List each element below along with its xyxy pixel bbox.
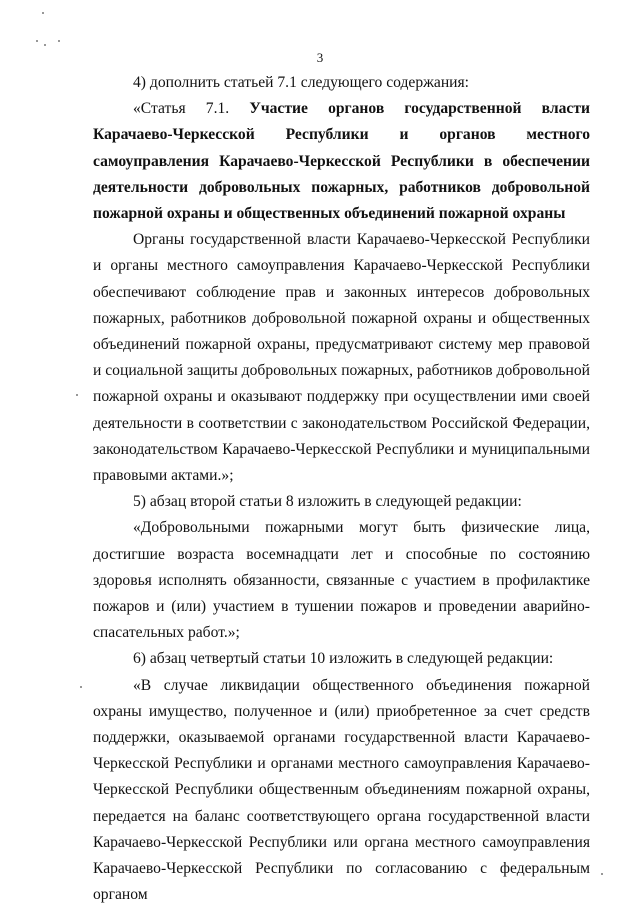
page-number: 3 <box>316 50 324 65</box>
item-5-text-paragraph: «Добровольными пожарными могут быть физические лица, достигшие возраста восемнадцати лет и способные по состоянию здоровья исполнять обязанности, связанные с участием в профилактике пожаров и (или) участием в тушении пожаров и проведении аварийно-спасательных работ.»; <box>93 519 590 642</box>
item-4-paragraph: 4) дополнить статьей 7.1 следующего содержания: <box>133 74 470 91</box>
scan-speck <box>601 873 603 875</box>
item-6-paragraph: 6) абзац четвертый статьи 10 изложить в следующей редакции: <box>133 650 554 668</box>
scan-speck <box>36 40 38 42</box>
scan-speck <box>44 44 46 46</box>
article-7-1-heading-paragraph <box>93 96 590 227</box>
scan-speck <box>58 40 60 42</box>
article-7-1-prefix: «Статья 7.1. <box>133 100 250 118</box>
item-6-text-paragraph: «В случае ликвидации общественного объединения пожарной охраны имущество, полученное и (или) приобретенное за счет средств поддержки, оказываемой органами государственной власти Карачаево-Черкесской Республики и органами местного самоуправления Карачаево-Черкесской Республики общественным объединениям пожарной охраны, передается на баланс соответствующего органа государственной власти Карачаево-Черкесской Республики или органа местного самоуправления Карачаево-Черкесской Республики по согласованию с федеральным органом <box>93 676 590 904</box>
scan-speck <box>76 394 78 396</box>
item-5-paragraph: 5) абзац второй статьи 8 изложить в следующей редакции: <box>133 493 522 511</box>
document-body <box>93 70 590 909</box>
article-7-1-title: Участие органов государственной власти Карачаево-Черкесской Республики и органов местного самоуправления Карачаево-Черкесской Республики в обеспечении деятельности добровольных пожарных, работников добровольной пожарной охраны и общественных объединений пожарной охраны <box>93 100 590 223</box>
scan-speck <box>42 12 44 14</box>
article-7-1-text-paragraph: Органы государственной власти Карачаево-Черкесской Республики и органы местного самоуправления Карачаево-Черкесской Республики обеспечивают соблюдение прав и законных интересов добровольных пожарных, работников добровольной пожарной охраны и общественных объединений пожарной охраны, предусматривают систему мер правовой и социальной защиты добровольных пожарных, работников добровольной пожарной охраны и оказывают поддержку при осуществлении ими своей деятельности в соответствии с законодательством Российской Федерации, законодательством Карачаево-Черкесской Республики и муниципальными правовыми актами.»; <box>93 231 590 485</box>
scan-speck <box>80 686 82 688</box>
